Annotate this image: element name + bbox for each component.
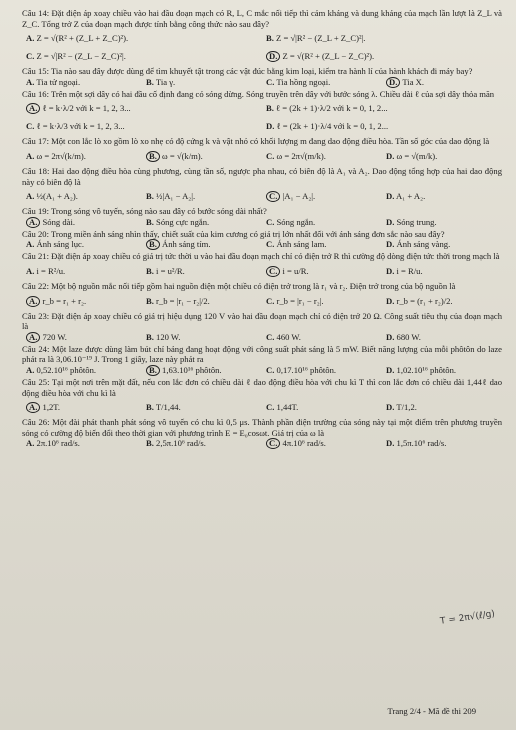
question-20 <box>22 229 502 251</box>
option-text: Z = √|R² − (Z_L − Z_C)²|. <box>36 51 126 62</box>
answer-option <box>22 47 262 65</box>
question-21 <box>22 251 502 280</box>
answer-option <box>22 398 142 416</box>
answer-option <box>22 187 142 205</box>
option-label: A. <box>26 150 35 161</box>
question-list <box>22 8 502 450</box>
option-label: A. <box>26 76 35 87</box>
option-text: Sóng trung. <box>396 216 437 227</box>
option-text: T/1,44. <box>155 402 181 413</box>
answer-option <box>262 47 502 65</box>
option-text: 0,17.10¹⁶ phôtôn. <box>276 364 337 375</box>
answer-options <box>22 29 502 65</box>
option-label: A. <box>26 438 35 449</box>
option-label: D. <box>386 191 395 202</box>
answer-option <box>262 438 382 449</box>
selected-option-label: A. <box>26 402 40 413</box>
option-label: C. <box>266 364 275 375</box>
option-text: 680 W. <box>396 331 421 342</box>
question-stem: Câu 14: Đặt điện áp xoay chiều vào hai đầu đoạn mạch có R, L, C mắc nối tiếp thì cảm kháng và dung kháng của mạch lần lượt là Z_L và Z_C. Tổng trở Z của đoạn mạch được tính bằng công thức nào sau đây? <box>22 8 502 29</box>
answer-option <box>22 365 142 376</box>
option-label: D. <box>386 364 395 375</box>
option-text: i = R²/u. <box>36 265 66 276</box>
answer-option <box>142 239 262 250</box>
answer-option <box>142 398 262 416</box>
option-text: 4π.10⁶ rad/s. <box>282 438 326 449</box>
option-text: 0,52.10¹⁶ phôtôn. <box>36 364 97 375</box>
option-label: C. <box>266 76 275 87</box>
option-text: T/1,2. <box>396 402 417 413</box>
answer-option <box>382 438 502 449</box>
option-label: D. <box>266 121 275 132</box>
question-stem: Câu 23: Đặt điện áp xoay chiều có giá trị hiệu dụng 120 V vào hai đầu đoạn mạch chỉ có điện trở 20 Ω. Công suất tiêu thụ của đoạn mạch là <box>22 310 502 332</box>
option-label: C. <box>266 150 275 161</box>
answer-option <box>382 77 502 88</box>
option-text: Ánh sáng lục. <box>36 239 85 250</box>
answer-options <box>22 187 502 205</box>
answer-option <box>262 239 382 250</box>
option-label: D. <box>386 402 395 413</box>
answer-option <box>382 292 502 310</box>
answer-option <box>262 365 382 376</box>
question-stem: Câu 22: Một bộ nguồn mắc nối tiếp gồm hai nguồn điện một chiều có điện trở trong là r₁ và r₂. Điện trở trong của bộ nguồn là <box>22 280 456 291</box>
answer-option <box>382 147 502 165</box>
option-text: Sóng dài. <box>42 216 75 227</box>
option-text: Ánh sáng lam. <box>276 239 327 250</box>
answer-option <box>22 262 142 280</box>
answer-options <box>22 292 502 310</box>
answer-option <box>262 147 382 165</box>
selected-option-label: B. <box>146 365 160 376</box>
selected-option-label: C. <box>266 266 280 277</box>
option-label: A. <box>26 239 35 250</box>
option-text: ½|A₁ − A₂|. <box>156 191 196 202</box>
selected-option-label: A. <box>26 217 40 228</box>
question-stem: Câu 19: Trong sóng vô tuyến, sóng nào sau đây có bước sóng dài nhất? <box>22 206 267 217</box>
question-17 <box>22 136 502 165</box>
option-label: D. <box>386 265 395 276</box>
selected-option-label: A. <box>26 103 40 114</box>
question-18 <box>22 166 502 205</box>
answer-option <box>142 332 262 343</box>
option-text: 1,44T. <box>276 402 299 413</box>
option-text: 460 W. <box>276 331 301 342</box>
answer-option <box>142 365 262 376</box>
option-text: r_b = |r₁ − r₂|/2. <box>156 295 210 306</box>
option-label: B. <box>146 438 154 449</box>
answer-option <box>382 332 502 343</box>
answer-option <box>22 147 142 165</box>
option-text: |A₁ − A₂|. <box>282 191 316 202</box>
question-stem: Câu 20: Trong miền ánh sáng nhìn thấy, chiết suất của kim cương có giá trị lớn nhất đối với ánh sáng đơn sắc nào sau đây? <box>22 228 445 239</box>
option-label: B. <box>146 76 154 87</box>
option-label: B. <box>146 402 154 413</box>
answer-option <box>382 187 502 205</box>
option-label: C. <box>266 331 275 342</box>
answer-option <box>262 99 502 117</box>
option-text: r_b = |r₁ − r₂|. <box>276 295 324 306</box>
question-23 <box>22 311 502 343</box>
option-text: Ánh sáng tím. <box>162 239 211 250</box>
answer-option <box>262 77 382 88</box>
option-label: C. <box>266 402 275 413</box>
option-text: ω = 2π√(m/k). <box>276 150 326 161</box>
option-label: D. <box>386 331 395 342</box>
option-label: C. <box>26 51 35 62</box>
option-label: B. <box>146 265 154 276</box>
answer-option <box>142 147 262 165</box>
option-text: ω = √(k/m). <box>162 150 203 161</box>
answer-options <box>22 99 502 135</box>
option-text: ℓ = (2k + 1)·λ/2 với k = 0, 1, 2... <box>276 103 388 114</box>
answer-options <box>22 438 502 449</box>
question-stem: Câu 25: Tại một nơi trên mặt đất, nếu con lắc đơn có chiều dài ℓ dao động điều hòa với chu kì T thì con lắc đơn có chiều dài 1,44ℓ dao động điều hòa với chu kì là <box>22 376 502 398</box>
option-text: Z = √|R² − (Z_L + Z_C)²|. <box>276 33 366 44</box>
option-label: B. <box>266 33 274 44</box>
answer-options <box>22 239 502 250</box>
answer-option <box>142 262 262 280</box>
option-text: ω = 2π√(k/m). <box>36 150 86 161</box>
option-text: 720 W. <box>42 331 67 342</box>
answer-options <box>22 147 502 165</box>
answer-option <box>22 117 262 135</box>
answer-option <box>22 99 262 117</box>
option-text: 1,63.10¹⁶ phôtôn. <box>162 364 222 375</box>
option-label: C. <box>266 239 275 250</box>
option-label: B. <box>266 103 274 114</box>
answer-option <box>262 262 382 280</box>
option-text: i = R/u. <box>396 265 423 276</box>
answer-option <box>22 438 142 449</box>
question-14 <box>22 8 502 65</box>
answer-option <box>142 77 262 88</box>
option-text: r_b = r₁ + r₂. <box>42 295 87 306</box>
answer-option <box>142 217 262 228</box>
option-text: ℓ = k·λ/2 với k = 1, 2, 3... <box>42 103 131 114</box>
answer-option <box>382 262 502 280</box>
answer-option <box>382 365 502 376</box>
option-label: B. <box>146 216 154 227</box>
page-footer: Trang 2/4 - Mã đề thi 209 <box>387 706 476 716</box>
answer-option <box>382 398 502 416</box>
option-label: D. <box>386 216 395 227</box>
answer-option <box>262 292 382 310</box>
answer-option <box>262 398 382 416</box>
option-text: Tia hồng ngoại. <box>276 76 331 87</box>
selected-option-label: A. <box>26 296 40 307</box>
question-22 <box>22 281 502 310</box>
option-text: r_b = (r₁ + r₂)/2. <box>396 295 453 306</box>
question-15 <box>22 66 502 88</box>
option-text: ℓ = (2k + 1)·λ/4 với k = 0, 1, 2... <box>276 121 389 132</box>
answer-option <box>142 187 262 205</box>
selected-option-label: C. <box>266 438 280 449</box>
option-text: 120 W. <box>156 331 181 342</box>
answer-option <box>142 438 262 449</box>
option-text: Ánh sáng vàng. <box>396 239 451 250</box>
option-text: Sóng cực ngắn. <box>156 216 210 227</box>
answer-option <box>22 332 142 343</box>
option-text: 1,02.10¹⁶ phôtôn. <box>396 364 457 375</box>
handwritten-note: T = 2π√(ℓ/g) <box>439 609 496 627</box>
option-text: Z = √(R² + (Z_L − Z_C)²). <box>282 51 375 62</box>
answer-option <box>262 117 502 135</box>
question-stem: Câu 16: Trên một sợi dây có hai đầu cố định đang có sóng dừng. Sóng truyền trên dây với bước sóng λ. Chiều dài ℓ của sợi dây thỏa mãn <box>22 88 495 99</box>
answer-option <box>22 239 142 250</box>
question-24 <box>22 344 502 376</box>
option-label: D. <box>386 150 395 161</box>
option-text: Z = √(R² + (Z_L + Z_C)²). <box>36 33 129 44</box>
answer-options <box>22 217 502 228</box>
question-stem: Câu 26: Một đài phát thanh phát sóng vô tuyến có chu kì 0,5 μs. Thành phần điện trường của sóng này tại một điểm trên phương truyền sóng có cường độ biến đổi theo thời gian với phương trình E = E₀cosωt. Giá trị của ω là <box>22 417 502 438</box>
option-label: A. <box>26 191 35 202</box>
option-label: D. <box>386 295 395 306</box>
question-stem: Câu 17: Một con lắc lò xo gồm lò xo nhẹ có độ cứng k và vật nhỏ có khối lượng m đang dao động điều hòa. Tần số góc của dao động là <box>22 136 490 147</box>
answer-option <box>22 29 262 47</box>
question-stem: Câu 21: Đặt điện áp xoay chiều có giá trị tức thời u vào hai đầu đoạn mạch chỉ có điện trở R thì cường độ dòng điện tức thời trong mạch là <box>22 251 500 262</box>
option-text: Sóng ngắn. <box>276 216 316 227</box>
answer-options <box>22 365 502 376</box>
selected-option-label: C. <box>266 191 280 202</box>
question-stem: Câu 24: Một laze được dùng làm bút chỉ bảng đang hoạt động với công suất phát sáng là 5 mW. Biết năng lượng của mỗi phôtôn do laze phát ra là 3,06.10⁻¹⁹ J. Trong 1 giây, laze này phát ra <box>22 343 502 365</box>
option-label: B. <box>146 331 154 342</box>
question-19 <box>22 206 502 228</box>
option-label: D. <box>386 438 395 449</box>
answer-option <box>262 29 502 47</box>
option-text: A₁ + A₂. <box>396 191 426 202</box>
option-text: ½(A₁ + A₂). <box>36 191 78 202</box>
selected-option-label: B. <box>146 239 160 250</box>
option-label: C. <box>266 216 275 227</box>
question-25 <box>22 377 502 416</box>
answer-option <box>262 187 382 205</box>
option-label: A. <box>26 265 35 276</box>
selected-option-label: B. <box>146 151 160 162</box>
question-stem: Câu 15: Tia nào sau đây được dùng để tìm khuyết tật trong các vật đúc bằng kim loại, kiểm tra hành lí của hành khách đi máy bay? <box>22 66 473 77</box>
option-text: 1,5π.10⁶ rad/s. <box>396 438 447 449</box>
answer-options <box>22 262 502 280</box>
option-text: Tia γ. <box>155 76 176 87</box>
option-label: B. <box>146 295 154 306</box>
option-text: ℓ = k·λ/3 với k = 1, 2, 3... <box>36 121 125 132</box>
option-label: A. <box>26 33 35 44</box>
answer-option <box>22 217 142 228</box>
question-16 <box>22 89 502 136</box>
option-text: 1,2T. <box>42 402 61 413</box>
answer-options <box>22 332 502 343</box>
selected-option-label: D. <box>386 77 400 88</box>
question-stem: Câu 18: Hai dao động điều hòa cùng phương, cùng tần số, ngược pha nhau, có biên độ là A₁ và A₂. Dao động tổng hợp của hai dao động này có biên độ là <box>22 165 502 187</box>
option-text: Tia X. <box>402 76 425 87</box>
option-label: A. <box>26 364 35 375</box>
option-label: C. <box>26 121 35 132</box>
option-text: 2π.10⁶ rad/s. <box>36 438 80 449</box>
option-text: 2,5π.10⁶ rad/s. <box>156 438 206 449</box>
answer-option <box>22 292 142 310</box>
answer-option <box>382 217 502 228</box>
option-label: D. <box>386 239 395 250</box>
option-label: B. <box>146 191 154 202</box>
answer-option <box>22 77 142 88</box>
selected-option-label: A. <box>26 332 40 343</box>
option-text: i = u/R. <box>282 265 309 276</box>
answer-option <box>382 239 502 250</box>
option-text: Tia tử ngoại. <box>36 76 81 87</box>
answer-options <box>22 398 502 416</box>
option-text: i = u²/R. <box>156 265 185 276</box>
question-26 <box>22 417 502 449</box>
option-text: ω = √(m/k). <box>396 150 438 161</box>
answer-option <box>142 292 262 310</box>
answer-options <box>22 77 502 88</box>
selected-option-label: D. <box>266 51 280 62</box>
answer-option <box>262 332 382 343</box>
answer-option <box>262 217 382 228</box>
option-label: C. <box>266 295 275 306</box>
